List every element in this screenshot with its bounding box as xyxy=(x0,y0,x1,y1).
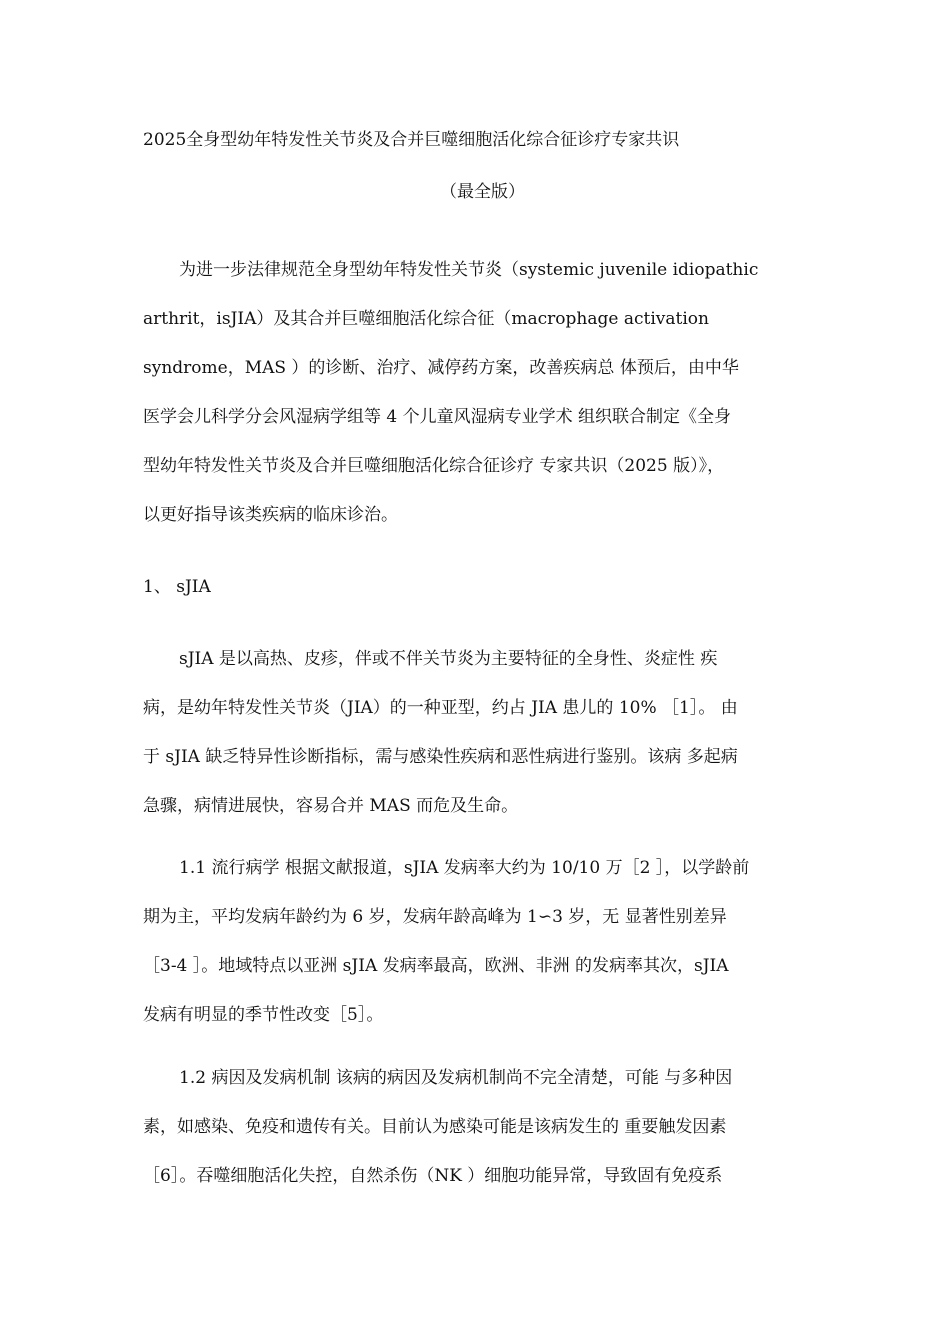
intro-paragraph xyxy=(143,258,821,527)
document-subtitle: （最全版） xyxy=(440,182,525,202)
paragraph-line: 于 sJIA 缺乏特异性诊断指标，需与感染性疾病和恶性病进行鉴别。该病 多起病 xyxy=(143,747,738,767)
paragraph-line: 1.1 流行病学 根据文献报道，sJIA 发病率大约为 10/10 万［2 ］，以学龄前 xyxy=(179,858,750,878)
paragraph-line: 为进一步法律规范全身型幼年特发性关节炎（systemic juvenile idiopathic xyxy=(179,260,759,280)
paragraph-line: 急骤，病情进展快，容易合并 MAS 而危及生命。 xyxy=(143,796,519,816)
paragraph-line: 期为主，平均发病年龄约为 6 岁，发病年龄高峰为 1∽3 岁，无 显著性别差异 xyxy=(143,907,727,927)
paragraph-line: syndrome，MAS ）的诊断、治疗、减停药方案，改善疾病总 体预后，由中华 xyxy=(143,358,739,378)
epidemiology-paragraph xyxy=(143,856,821,1027)
paragraph-line: 1.2 病因及发病机制 该病的病因及发病机制尚不完全清楚，可能 与多种因 xyxy=(179,1068,733,1088)
section-heading-text: 1、 sJIA xyxy=(143,577,211,597)
paragraph-line: 医学会儿科学分会风湿病学组等 4 个儿童风湿病专业学术 组织联合制定《全身 xyxy=(143,407,732,427)
paragraph-line: sJIA 是以高热、皮疹，伴或不伴关节炎为主要特征的全身性、炎症性 疾 xyxy=(179,649,718,669)
document-title: 2025全身型幼年特发性关节炎及合并巨噬细胞活化综合征诊疗专家共识 xyxy=(143,130,680,150)
section-heading xyxy=(143,575,821,599)
sjia-overview-paragraph xyxy=(143,647,821,818)
paragraph-line: arthrit，isJIA）及其合并巨噬细胞活化综合征（macrophage activation xyxy=(143,309,709,329)
paragraph-line: ［6］。吞噬细胞活化失控，自然杀伤（NK ）细胞功能异常，导致固有免疫系 xyxy=(143,1166,723,1186)
paragraph-line: 型幼年特发性关节炎及合并巨噬细胞活化综合征诊疗 专家共识（2025 版）》， xyxy=(143,456,725,476)
paragraph-line: ［3-4 ］。地域特点以亚洲 sJIA 发病率最高，欧洲、非洲 的发病率其次，sJIA xyxy=(143,956,729,976)
paragraph-line: 病，是幼年特发性关节炎（JIA）的一种亚型，约占 JIA 患儿的 10% ［1］。 由 xyxy=(143,698,738,718)
paragraph-line: 以更好指导该类疾病的临床诊治。 xyxy=(143,505,398,525)
paragraph-line: 发病有明显的季节性改变［5］。 xyxy=(143,1005,384,1025)
etiology-paragraph xyxy=(143,1066,821,1188)
paragraph-line: 素，如感染、免疫和遗传有关。目前认为感染可能是该病发生的 重要触发因素 xyxy=(143,1117,727,1137)
